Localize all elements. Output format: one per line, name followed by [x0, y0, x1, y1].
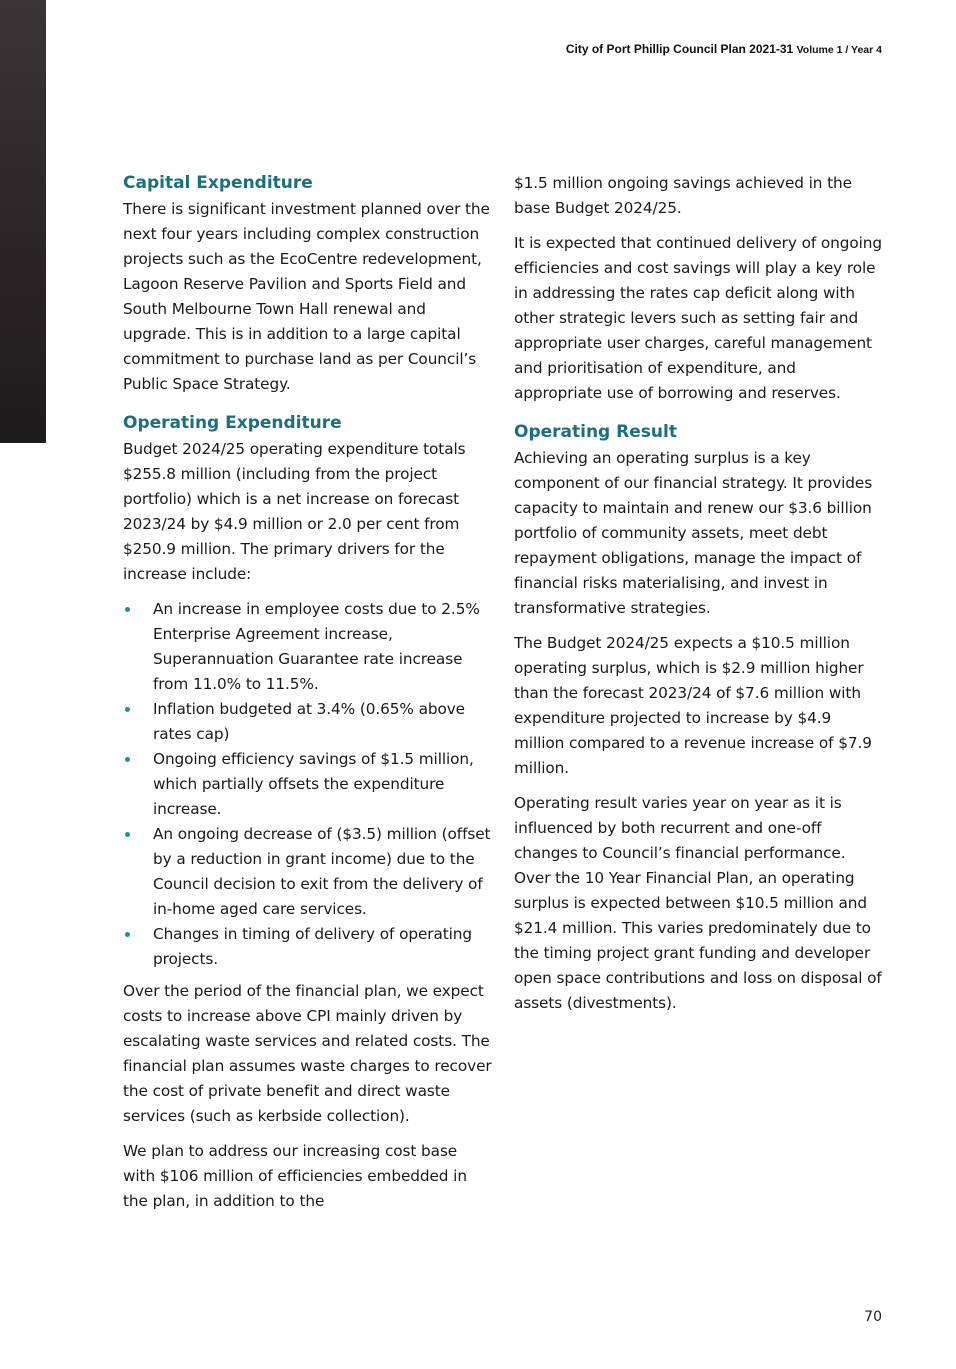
- list-item: [123, 822, 493, 922]
- left-column: [123, 171, 493, 1224]
- operating-result-paragraph-2: The Budget 2024/25 expects a $10.5 million operating surplus, which is $2.9 million higher than the forecast 2023/24 of $7.6 million with expenditure projected to increase by $4.9 million compared to a revenue increase of $7.9 million.: [514, 634, 872, 777]
- operating-result-heading: Operating Result: [514, 422, 677, 442]
- list-item-text: Inflation budgeted at 3.4% (0.65% above rates cap): [153, 700, 465, 743]
- costs-paragraph: Over the period of the financial plan, we expect costs to increase above CPI mainly driven by escalating waste services and related costs. The financial plan assumes waste charges to recover the cost of private benefit and direct waste services (such as kerbside collection).: [123, 982, 492, 1125]
- list-item: [123, 597, 493, 697]
- bullet-icon: [125, 607, 130, 612]
- capital-expenditure-paragraph: There is significant investment planned over the next four years including complex construction projects such as the EcoCentre redevelopment, Lagoon Reserve Pavilion and Sports Field and South Melbourne Town Hall renewal and upgrade. This is in addition to a large capital commitment to purchase land as per Council’s Public Space Strategy.: [123, 200, 490, 393]
- capital-expenditure-heading: Capital Expenditure: [123, 173, 313, 193]
- list-item-text: Changes in timing of delivery of operating projects.: [153, 925, 472, 968]
- continued-paragraph: $1.5 million ongoing savings achieved in the base Budget 2024/25.: [514, 174, 852, 217]
- header-subtitle: Volume 1 / Year 4: [796, 44, 882, 56]
- page-number: 70: [864, 1309, 882, 1325]
- bullet-icon: [125, 932, 130, 937]
- decorative-side-band: [0, 0, 46, 443]
- efficiency-paragraph: It is expected that continued delivery of ongoing efficiencies and cost savings will play a key role in addressing the rates cap deficit along with other strategic levers such as setting fair and appropriate user charges, careful management and prioritisation of expenditure, and appropriate use of borrowing and reserves.: [514, 234, 882, 402]
- operating-result-paragraph-1: Achieving an operating surplus is a key component of our financial strategy. It provides capacity to maintain and renew our $3.6 billion portfolio of community assets, meet debt repayment obligations, manage the impact of financial risks materialising, and invest in transformative strategies.: [514, 449, 873, 617]
- list-item: [123, 747, 493, 822]
- expenditure-drivers-list: [123, 597, 493, 972]
- operating-result-paragraph-3: Operating result varies year on year as it is influenced by both recurrent and one-off changes to Council’s financial performance. Over the 10 Year Financial Plan, an operating surplus is expected between $10.5 million and $21.4 million. This varies predominately due to the timing project grant funding and developer open space contributions and loss on disposal of assets (divestments).: [514, 794, 882, 1012]
- list-item: [123, 697, 493, 747]
- page-header: [566, 42, 882, 56]
- efficiencies-plan-paragraph: We plan to address our increasing cost base with $106 million of efficiencies embedded in the plan, in addition to the: [123, 1142, 467, 1210]
- right-column: [514, 171, 884, 1026]
- list-item-text: An increase in employee costs due to 2.5% Enterprise Agreement increase, Superannuation Guarantee rate increase from 11.0% to 11.5%.: [153, 600, 480, 693]
- list-item-text: Ongoing efficiency savings of $1.5 million, which partially offsets the expenditure increase.: [153, 750, 474, 818]
- list-item: [123, 922, 493, 972]
- list-item-text: An ongoing decrease of ($3.5) million (offset by a reduction in grant income) due to the Council decision to exit from the delivery of in-home aged care services.: [153, 825, 491, 918]
- bullet-icon: [125, 757, 130, 762]
- bullet-icon: [125, 707, 130, 712]
- bullet-icon: [125, 832, 130, 837]
- operating-expenditure-heading: Operating Expenditure: [123, 413, 342, 433]
- header-title: City of Port Phillip Council Plan 2021-31: [565, 42, 794, 56]
- operating-expenditure-paragraph: Budget 2024/25 operating expenditure totals $255.8 million (including from the project portfolio) which is a net increase on forecast 2023/24 by $4.9 million or 2.0 per cent from $250.9 million. The primary drivers for the increase include:: [123, 440, 466, 583]
